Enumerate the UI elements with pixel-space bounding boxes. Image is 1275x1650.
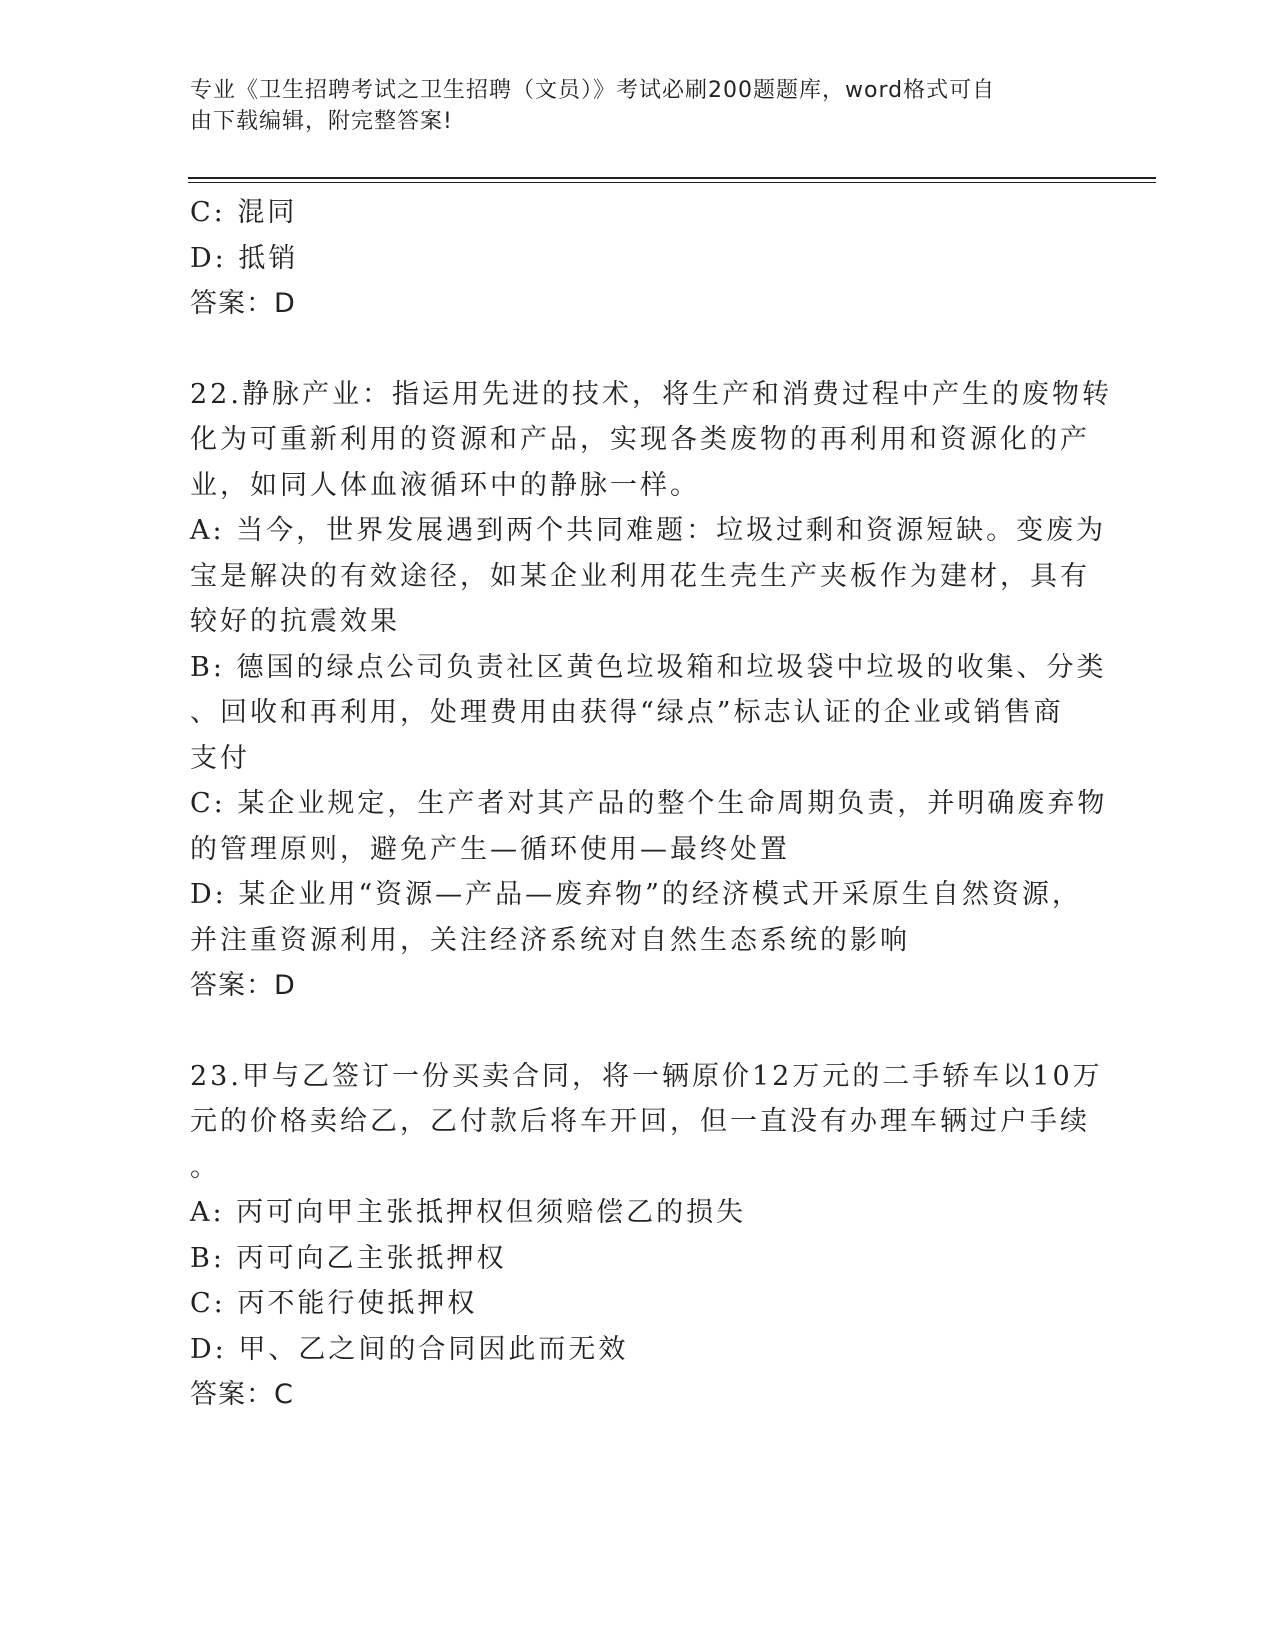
q22-stem-line: 22.静脉产业：指运用先进的技术，将生产和消费过程中产生的废物转 <box>190 378 1112 410</box>
q22-option-b: B: 德国的绿点公司负责社区黄色垃圾箱和垃圾袋中垃圾的收集、分类 <box>190 651 1107 683</box>
q22-answer: 答案：D <box>190 970 296 1001</box>
q22-stem-line: 业，如同人体血液循环中的静脉一样。 <box>190 469 700 501</box>
q22-option-d: 并注重资源利用，关注经济系统对自然生态系统的影响 <box>190 924 910 956</box>
question-22 <box>190 372 1112 1009</box>
q23-option-c: C: 丙不能行使抵押权 <box>190 1288 478 1319</box>
q22-option-a: 较好的抗震效果 <box>190 606 400 637</box>
q22-option-a: 宝是解决的有效途径，如某企业利用花生壳生产夹板作为建材，具有 <box>190 560 1090 592</box>
header-rule-thick <box>188 177 1156 179</box>
page-header <box>190 75 1070 137</box>
prev-option-c: C: 混同 <box>190 197 298 228</box>
q22-stem-line: 化为可重新利用的资源和产品，实现各类废物的再利用和资源化的产 <box>190 424 1090 455</box>
q23-option-a: A: 丙可向甲主张抵押权但须赔偿乙的损失 <box>190 1197 747 1228</box>
header-line-1: 专业《卫生招聘考试之卫生招聘（文员）》考试必刷200题题库，word格式可自 <box>190 78 996 103</box>
q22-option-c: C: 某企业规定，生产者对其产品的整个生命周期负责，并明确废弃物 <box>190 788 1108 819</box>
q23-option-b: B: 丙可向乙主张抵押权 <box>190 1242 507 1274</box>
q23-option-d: D: 甲、乙之间的合同因此而无效 <box>190 1333 629 1365</box>
q23-stem-line: 。 <box>190 1151 220 1183</box>
document-body <box>190 190 1112 1418</box>
header-line-2: 由下载编辑，附完整答案! <box>190 109 453 134</box>
q22-option-d: D: 某企业用“资源—产品—废弃物”的经济模式开采原生自然资源， <box>190 879 1082 910</box>
q22-option-a: A: 当今，世界发展遇到两个共同难题：垃圾过剩和资源短缺。变废为 <box>190 515 1107 546</box>
q22-option-c: 的管理原则，避免产生—循环使用—最终处置 <box>190 833 790 865</box>
spacer <box>190 1009 1090 1054</box>
prev-answer: 答案：D <box>190 288 296 319</box>
q22-option-b: 支付 <box>190 742 250 774</box>
q23-stem-line: 元的价格卖给乙，乙付款后将车开回，但一直没有办理车辆过户手续 <box>190 1106 1090 1137</box>
q22-option-b: 、回收和再利用，处理费用由获得“绿点”标志认证的企业或销售商 <box>190 697 1064 728</box>
q23-answer: 答案：C <box>190 1379 294 1410</box>
spacer <box>190 327 1090 372</box>
question-23 <box>190 1054 1103 1418</box>
prev-option-d: D: 抵销 <box>190 242 299 274</box>
header-rule-thin <box>188 182 1156 183</box>
q23-stem-line: 23.甲与乙签订一份买卖合同，将一辆原价12万元的二手轿车以10万 <box>190 1060 1103 1092</box>
